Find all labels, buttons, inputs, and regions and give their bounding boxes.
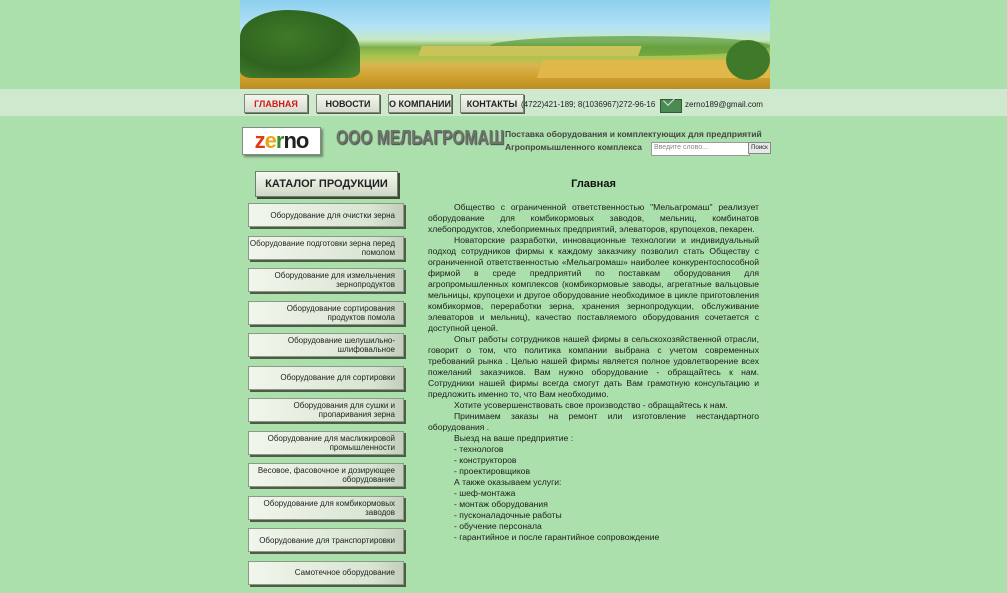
content-line: - пусконаладочные работы — [454, 510, 562, 520]
content-line: А также оказываем услуги: — [454, 477, 562, 487]
search-button[interactable]: Поиск — [748, 142, 771, 154]
nav-news-button[interactable]: НОВОСТИ — [316, 94, 380, 113]
contact-phones: (4722)421-189; 8(1036967)272-96-16 — [521, 100, 656, 109]
company-name: ООО МЕЛЬАГРОМАШ — [336, 127, 505, 149]
banner-field — [418, 46, 642, 56]
catalog-item[interactable]: Весовое, фасовочное и дозирующее оборудование — [248, 463, 404, 487]
banner-bush — [726, 40, 770, 80]
page-title: Главная — [571, 178, 616, 190]
nav-about-button[interactable]: О КОМПАНИИ — [388, 94, 452, 113]
catalog-item[interactable]: Оборудование для сортировки — [248, 366, 404, 390]
main-content — [428, 178, 759, 543]
catalog-item[interactable]: Оборудование для очистки зерна — [248, 203, 404, 227]
tagline-line: Агропромышленного комплекса — [505, 142, 642, 152]
content-paragraph: Принимаем заказы на ремонт или изготовление нестандартного оборудования . — [428, 411, 759, 432]
catalog-item[interactable]: Оборудование для транспортировки — [248, 528, 404, 552]
content-paragraph: Хотите усовершенствовать свое производство - обращайтесь к нам. — [454, 400, 728, 410]
content-line: - шеф-монтажа — [454, 488, 516, 498]
content-line: - проектировщиков — [454, 466, 531, 476]
content-paragraph: Опыт работы сотрудников нашей фирмы в сельскохозяйственной отрасли, говорит о том, что политика компании выбрана с учетом современных требований рынка . Целью нашей фирмы является полное удовлетворение всех пожеланий заказчиков. Вам нужно оборудование - обращайтесь к нам. Сотрудники нашей фирмы всегда смогут дать Вам грамотную консультацию и предложить именно то, что Вам необходимо. — [428, 334, 759, 399]
catalog-list — [248, 203, 404, 593]
logo[interactable]: zerno — [242, 127, 321, 155]
catalog-item[interactable]: Оборудование шелушильно-шлифовальное — [248, 333, 404, 357]
catalog-item[interactable]: Оборудование для измельчения зернопродуктов — [248, 268, 404, 292]
mail-icon — [660, 99, 682, 113]
content-line: - гарантийное и после гарантийное сопровождение — [454, 532, 660, 542]
content-line: Выезд на ваше предприятие : — [454, 433, 574, 443]
catalog-item[interactable]: Оборудование для маслижировой промышленности — [248, 431, 404, 455]
content-line: - монтаж оборудования — [454, 499, 548, 509]
catalog-title: КАТАЛОГ ПРОДУКЦИИ — [255, 171, 398, 197]
catalog-item[interactable]: Оборудование для комбикормовых заводов — [248, 496, 404, 520]
nav-contacts-button[interactable]: КОНТАКТЫ — [460, 94, 524, 113]
catalog-item[interactable]: Оборудование сортирования продуктов помола — [248, 301, 404, 325]
main-nav — [244, 94, 524, 112]
nav-home-button[interactable]: ГЛАВНАЯ — [244, 94, 308, 113]
catalog-item[interactable]: Оборудования для сушки и пропаривания зерна — [248, 398, 404, 422]
tagline-line: Поставка оборудования и комплектующих для предприятий — [505, 129, 762, 139]
contact-email[interactable]: zerno189@gmail.com — [685, 100, 763, 109]
content-line: - конструкторов — [454, 455, 517, 465]
catalog-item[interactable]: Самотечное оборудование — [248, 561, 404, 585]
content-paragraph: Новаторские разработки, инновационные технологии и индивидуальный подход сотрудников фирмы к каждому заказчику позволил стать Обществу с ограниченной ответственностью «Мельагромаш» наиболее конкурентоспособной фирмой в среде предприятий по поставкам оборудования для агропромышленных комплексов (комбикормовые заводы, агрегатные вальцовые мельницы, крупоцехи и другое оборудование необходимое в цикле приготовления комбикормов, переработки зерна, хранения зернопродукции, обслуживание элеваторов и мельниц), качество поставляемого оборудования сочетается с доступной ценой. — [428, 235, 759, 333]
content-line: - обучение персонала — [454, 521, 542, 531]
content-line: - технологов — [454, 444, 504, 454]
search-input[interactable]: Введите слово... — [651, 142, 750, 156]
header-banner-image — [240, 0, 770, 91]
banner-trees — [240, 10, 360, 78]
catalog-item[interactable]: Оборудование подготовки зерна перед помолом — [248, 236, 404, 260]
content-paragraph: Общество с ограниченной ответственностью "Мельагромаш" реализует оборудование для комбикормовых заводов, мельниц, комбинатов хлебопродуктов, хлебоприемных предприятий, элеваторов, крупоцехов, пекарен. — [428, 202, 759, 234]
